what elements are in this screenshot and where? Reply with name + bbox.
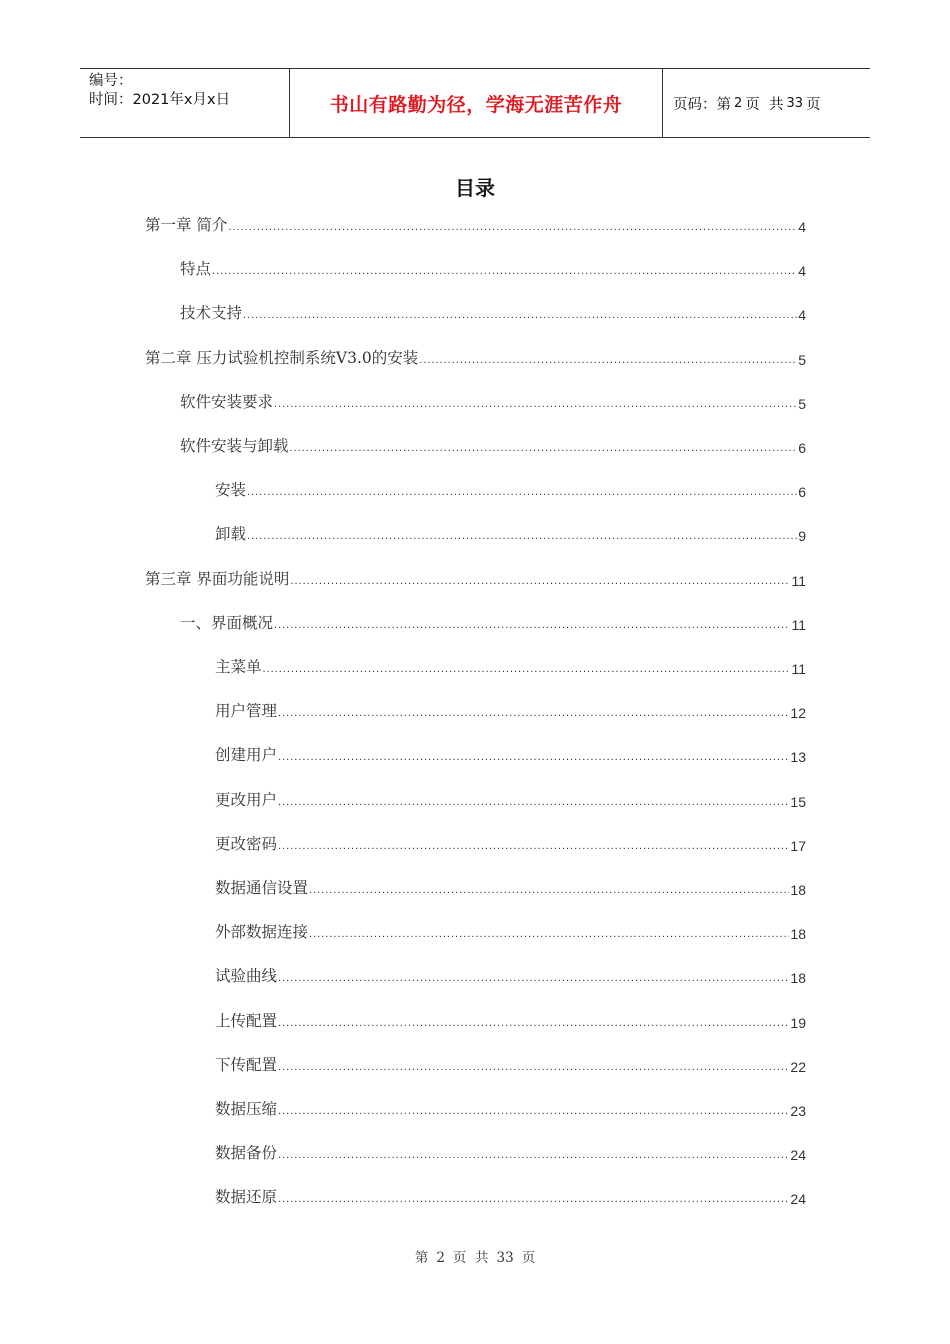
toc-leader-dots (309, 926, 789, 942)
toc-entry[interactable] (215, 876, 806, 898)
toc-entry[interactable] (215, 1009, 806, 1031)
toc-entry-label: 数据通信设置 (215, 879, 309, 897)
toc-entry-label: 更改用户 (215, 791, 278, 809)
toc-leader-dots (263, 661, 791, 677)
toc-entry-page: 18 (790, 882, 806, 898)
toc-entry[interactable] (215, 655, 806, 677)
toc-entry-page: 23 (790, 1103, 806, 1119)
toc-entry[interactable] (215, 1185, 806, 1207)
toc-leader-dots (278, 749, 789, 765)
page-header (80, 68, 870, 138)
toc-entry-label: 数据备份 (215, 1144, 278, 1162)
toc-entry-label: 软件安装要求 (180, 393, 274, 411)
toc-entry-page: 11 (791, 617, 806, 633)
toc-entry-page: 18 (790, 970, 806, 986)
header-page-suffix: 页 (806, 96, 821, 113)
toc-entry[interactable] (145, 346, 806, 368)
toc-entry-page: 11 (791, 661, 806, 677)
time-value: 2021年x月x日 (132, 92, 231, 108)
header-motto-cell (290, 69, 663, 137)
toc-entry-page: 6 (798, 440, 806, 456)
motto: 书山有路勤为径，学海无涯苦作舟 (329, 93, 623, 116)
toc-entry-label: 一、界面概况 (180, 614, 274, 632)
page-footer (0, 1246, 950, 1266)
toc-entry-page: 24 (790, 1147, 806, 1163)
time-line (89, 91, 289, 110)
toc-entry[interactable] (215, 743, 806, 765)
header-meta (80, 69, 290, 137)
toc-leader-dots (278, 705, 789, 721)
toc-entry-page: 4 (798, 307, 806, 323)
header-page-current: 2 (734, 95, 743, 111)
toc-entry-label: 第一章 简介 (145, 216, 228, 234)
toc-entry-page: 6 (798, 484, 806, 500)
toc-entry-page: 24 (790, 1191, 806, 1207)
toc-entry-page: 5 (798, 396, 806, 412)
toc-entry-label: 数据还原 (215, 1188, 278, 1206)
toc-entry-page: 11 (791, 573, 806, 589)
toc-entry-label: 主菜单 (215, 658, 262, 676)
toc-entry-label: 用户管理 (215, 702, 278, 720)
toc-entry-label: 安装 (215, 481, 247, 499)
header-page-label: 页码：第 (673, 96, 731, 113)
toc-leader-dots (290, 440, 798, 456)
toc-leader-dots (274, 396, 797, 412)
footer-mid: 页 共 (452, 1250, 489, 1266)
toc-entry[interactable] (145, 567, 806, 589)
footer-total: 33 (496, 1250, 514, 1266)
toc-leader-dots (228, 219, 797, 235)
toc-entry[interactable] (180, 257, 806, 279)
toc-entry[interactable] (215, 1053, 806, 1075)
toc-entry[interactable] (215, 522, 806, 544)
toc-entry[interactable] (180, 301, 806, 323)
header-page-info (663, 69, 870, 137)
serial-label: 编号： (89, 73, 133, 89)
toc-leader-dots (278, 1103, 789, 1119)
toc-leader-dots (419, 352, 797, 368)
toc-leader-dots (278, 794, 789, 810)
header-page-mid: 页 共 (745, 96, 784, 113)
toc-leader-dots (247, 484, 797, 500)
toc-entry-label: 试验曲线 (215, 967, 278, 985)
toc-entry[interactable] (145, 213, 806, 235)
footer-current: 2 (436, 1250, 445, 1266)
toc-entry-page: 4 (798, 263, 806, 279)
toc-entry-label: 下传配置 (215, 1056, 278, 1074)
toc-entry-label: 上传配置 (215, 1012, 278, 1030)
toc-leader-dots (243, 307, 797, 323)
toc-leader-dots (290, 573, 790, 589)
toc-entry[interactable] (215, 832, 806, 854)
toc-leader-dots (247, 528, 797, 544)
toc-entry[interactable] (215, 1141, 806, 1163)
toc-entry[interactable] (215, 964, 806, 986)
toc-entry-label: 技术支持 (180, 304, 243, 322)
toc-entry-label: 创建用户 (215, 746, 278, 764)
toc-entry-page: 18 (790, 926, 806, 942)
toc-entry[interactable] (180, 390, 806, 412)
footer-suffix: 页 (521, 1250, 536, 1266)
toc-entry-page: 17 (790, 838, 806, 854)
toc-leader-dots (278, 1059, 789, 1075)
toc-entry-page: 13 (790, 749, 806, 765)
footer-prefix: 第 (414, 1250, 429, 1266)
toc-entry-label: 外部数据连接 (215, 923, 309, 941)
toc-entry-label: 软件安装与卸载 (180, 437, 289, 455)
toc-entry-page: 15 (790, 794, 806, 810)
toc-entry[interactable] (215, 478, 806, 500)
toc-entry[interactable] (215, 1097, 806, 1119)
toc-leader-dots (274, 617, 790, 633)
toc-entry-label: 第三章 界面功能说明 (145, 570, 290, 588)
toc-leader-dots (278, 1015, 789, 1031)
toc-entry-page: 4 (798, 219, 806, 235)
toc-leader-dots (278, 838, 789, 854)
header-page-total: 33 (786, 95, 804, 111)
toc-entry-page: 19 (790, 1015, 806, 1031)
toc-entry-page: 12 (790, 705, 806, 721)
toc-leader-dots (212, 263, 797, 279)
toc-entry[interactable] (180, 611, 806, 633)
toc-entry-page: 9 (798, 528, 806, 544)
toc-leader-dots (278, 1191, 789, 1207)
toc-entry-label: 第二章 压力试验机控制系统V3.0的安装 (145, 349, 419, 367)
toc-entry[interactable] (215, 788, 806, 810)
toc-title: 目录 (455, 176, 495, 200)
toc-entry-label: 更改密码 (215, 835, 278, 853)
toc-entry-page: 22 (790, 1059, 806, 1075)
toc-entry-page: 5 (798, 352, 806, 368)
toc-entry[interactable] (180, 434, 806, 456)
toc-entry-label: 数据压缩 (215, 1100, 278, 1118)
toc-entry[interactable] (215, 920, 806, 942)
toc-entry[interactable] (215, 699, 806, 721)
toc-leader-dots (278, 1147, 789, 1163)
toc-entry-label: 特点 (180, 260, 212, 278)
toc-entry-label: 卸载 (215, 525, 247, 543)
toc-leader-dots (309, 882, 789, 898)
time-label: 时间： (89, 92, 133, 108)
toc-leader-dots (278, 970, 789, 986)
